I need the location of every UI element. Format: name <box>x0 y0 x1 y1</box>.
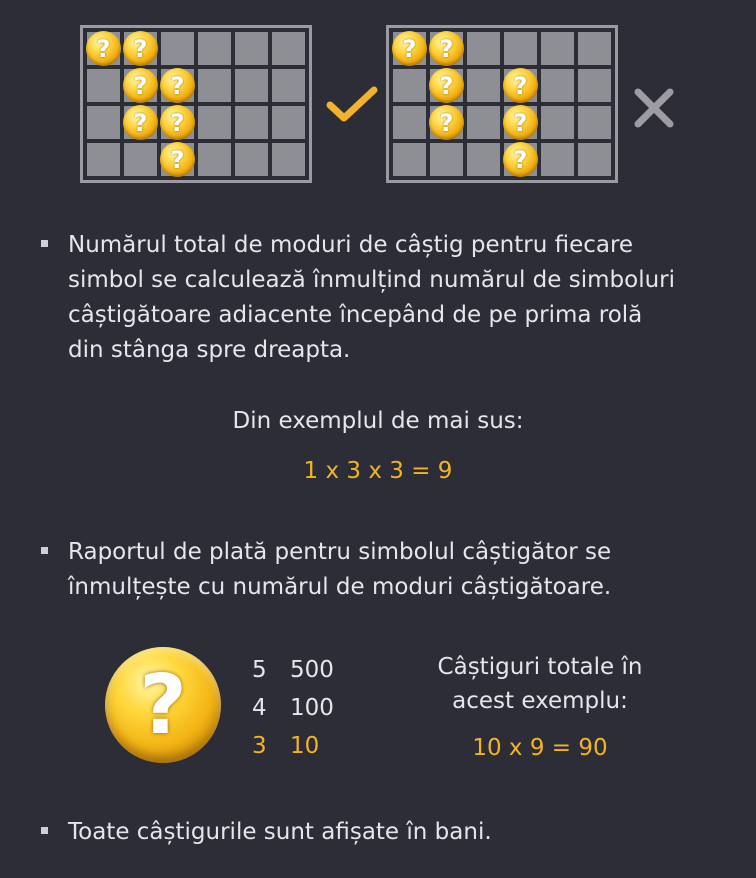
checkmark-icon <box>326 85 378 125</box>
question-mark-glyph: ? <box>139 657 187 753</box>
reel-cell <box>272 69 305 102</box>
reel-cell <box>161 32 194 65</box>
ways-rule-paragraph <box>68 228 675 368</box>
mystery-coin-icon: ? <box>86 31 121 66</box>
reel-cell <box>504 143 537 176</box>
example-grid-invalid <box>386 25 618 183</box>
mystery-coin-symbol-icon <box>105 647 221 763</box>
reel-cell <box>87 69 120 102</box>
reel-cell <box>430 143 463 176</box>
reel-cell <box>578 143 611 176</box>
reel-cell <box>272 143 305 176</box>
mystery-coin-icon: ? <box>503 105 538 140</box>
reel-cell <box>235 143 268 176</box>
reel-cell <box>235 32 268 65</box>
rule-line: Raportul de plată pentru simbolul câștigător se <box>68 539 612 565</box>
reel-cell <box>578 32 611 65</box>
rule-line: Numărul total de moduri de câștig pentru fiecare <box>68 232 634 258</box>
reel-cell <box>430 69 463 102</box>
reel-cell <box>198 106 231 139</box>
reel-cell <box>541 143 574 176</box>
reel-cell <box>124 69 157 102</box>
rule-line: din stânga spre dreapta. <box>68 337 351 363</box>
reel-cell <box>541 32 574 65</box>
paytable-count: 3 <box>252 733 267 759</box>
cross-icon <box>633 87 675 129</box>
mystery-coin-icon: ? <box>503 142 538 177</box>
paytable-value: 10 <box>290 733 320 759</box>
mystery-coin-icon: ? <box>429 105 464 140</box>
reel-cell <box>467 32 500 65</box>
reel-cell <box>430 32 463 65</box>
reel-cell <box>272 106 305 139</box>
reel-cell <box>161 69 194 102</box>
mystery-coin-icon: ? <box>429 31 464 66</box>
rule-line: simbol se calculează înmulțind numărul de simboluri <box>68 267 676 293</box>
reel-cell <box>467 69 500 102</box>
mystery-coin-icon: ? <box>160 105 195 140</box>
reel-cell <box>235 106 268 139</box>
reel-cell <box>541 106 574 139</box>
reel-cell <box>393 106 426 139</box>
paytable-count: 5 <box>252 657 267 683</box>
reel-cell <box>393 143 426 176</box>
rule-line: înmulțește cu numărul de moduri câștigătoare. <box>68 574 612 600</box>
reel-cell <box>87 143 120 176</box>
mystery-coin-icon: ? <box>123 105 158 140</box>
reel-cell <box>124 32 157 65</box>
reel-cell <box>504 106 537 139</box>
winnings-title-line: acest exemplu: <box>452 688 628 714</box>
reel-cell <box>124 143 157 176</box>
bullet-icon <box>41 827 48 834</box>
reel-cell <box>124 106 157 139</box>
paytable-value: 100 <box>290 695 334 721</box>
reel-cell <box>467 143 500 176</box>
reel-cell <box>161 143 194 176</box>
mystery-coin-icon: ? <box>123 31 158 66</box>
bullet-icon <box>41 547 48 554</box>
reel-cell <box>198 69 231 102</box>
reel-cell <box>578 106 611 139</box>
reel-cell <box>198 143 231 176</box>
mystery-coin-icon: ? <box>160 142 195 177</box>
mystery-coin-icon: ? <box>392 31 427 66</box>
reel-cell <box>393 69 426 102</box>
reel-cell <box>272 32 305 65</box>
reel-cell <box>393 32 426 65</box>
reel-cell <box>578 69 611 102</box>
reel-cell <box>541 69 574 102</box>
reel-cell <box>87 32 120 65</box>
reel-cell <box>504 32 537 65</box>
rule-line: câștigătoare adiacente începând de pe prima rolă <box>68 302 643 328</box>
mystery-coin-icon: ? <box>503 68 538 103</box>
reel-cell <box>198 32 231 65</box>
reel-cell <box>504 69 537 102</box>
reel-cell <box>235 69 268 102</box>
reel-cell <box>161 106 194 139</box>
winnings-formula: 10 x 9 = 90 <box>472 735 608 761</box>
payout-rule-paragraph <box>68 535 611 605</box>
bullet-icon <box>41 240 48 247</box>
example-formula: 1 x 3 x 3 = 9 <box>303 458 453 484</box>
winnings-title-line: Câștiguri totale în <box>437 654 643 680</box>
reel-cell <box>87 106 120 139</box>
example-grid-valid <box>80 25 312 183</box>
paytable-count: 4 <box>252 695 267 721</box>
reel-cell <box>430 106 463 139</box>
reel-cell <box>467 106 500 139</box>
mystery-coin-icon: ? <box>123 68 158 103</box>
example-label: Din exemplul de mai sus: <box>232 408 524 434</box>
mystery-coin-icon: ? <box>160 68 195 103</box>
paytable-value: 500 <box>290 657 334 683</box>
currency-note: Toate câștigurile sunt afișate în bani. <box>68 819 492 845</box>
mystery-coin-icon: ? <box>429 68 464 103</box>
